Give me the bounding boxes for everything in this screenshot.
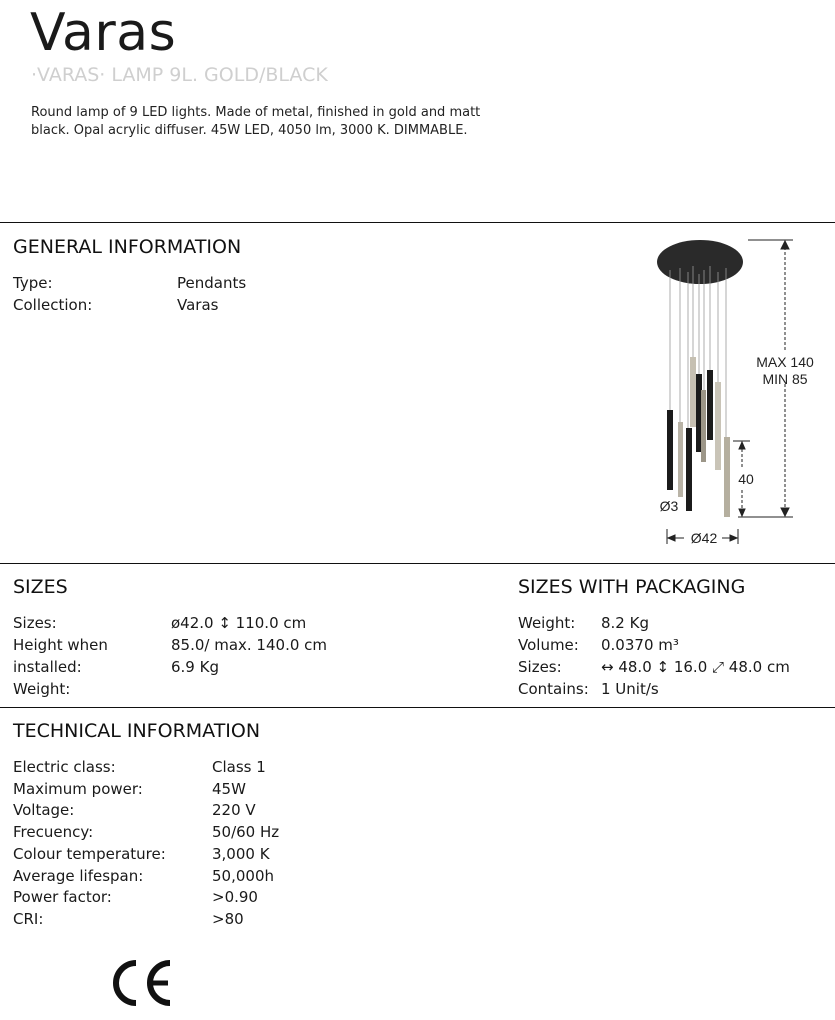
electric-class-label: Electric class: xyxy=(13,758,116,776)
height-value: 85.0/ max. 140.0 cm xyxy=(171,636,328,654)
power-factor-label: Power factor: xyxy=(13,888,112,907)
product-description: Round lamp of 9 LED lights. Made of metal, finished in gold and matt black. Opal acrylic diffuser. 45W LED, 4050 lm, 3000 K. DIMMABLE. xyxy=(31,105,481,138)
sizes-value: ø42.0 ↕ 110.0 cm xyxy=(171,614,307,632)
weight-label: Weight: xyxy=(13,680,71,698)
collection-label: Collection: xyxy=(13,296,93,314)
packaging-list xyxy=(518,613,828,701)
max-power-label: Maximum power: xyxy=(13,779,143,798)
sizes-heading: SIZES xyxy=(13,576,68,598)
packaging-weight-label: Weight: xyxy=(518,614,576,632)
cri-value: >80 xyxy=(212,909,244,928)
collection-value: Varas xyxy=(177,296,219,314)
ce-mark-logo xyxy=(108,955,178,1011)
packaging-sizes-label: Sizes: xyxy=(518,658,562,676)
product-title: Varas xyxy=(30,3,177,63)
tube-length-text: 40 xyxy=(738,471,754,487)
installed-label: installed: xyxy=(13,658,82,676)
colour-temperature-value: 3,000 K xyxy=(212,844,270,863)
lifespan-label: Average lifespan: xyxy=(13,866,144,885)
packaging-volume-label: Volume: xyxy=(518,636,579,654)
sizes-label: Sizes: xyxy=(13,614,57,632)
power-factor-value: >0.90 xyxy=(212,888,258,907)
cri-label: CRI: xyxy=(13,909,44,928)
divider xyxy=(0,563,835,564)
divider xyxy=(0,222,835,223)
type-value: Pendants xyxy=(177,274,247,292)
general-heading: GENERAL INFORMATION xyxy=(13,236,242,258)
packaging-heading: SIZES WITH PACKAGING xyxy=(518,576,746,598)
tube-diameter-text: Ø3 xyxy=(659,498,679,514)
height-label: Height when xyxy=(13,636,108,654)
technical-heading: TECHNICAL INFORMATION xyxy=(13,720,261,742)
packaging-contains-value: 1 Unit/s xyxy=(601,680,659,698)
base-diameter-text: Ø42 xyxy=(690,530,718,546)
frequency-value: 50/60 Hz xyxy=(212,823,280,842)
frequency-label: Frecuency: xyxy=(13,823,94,842)
voltage-label: Voltage: xyxy=(13,801,75,820)
product-subtitle: ·VARAS· LAMP 9L. GOLD/BLACK xyxy=(31,64,328,86)
voltage-value: 220 V xyxy=(212,801,256,820)
packaging-volume-value: 0.0370 m³ xyxy=(601,636,679,654)
weight-value: 6.9 Kg xyxy=(171,658,219,676)
type-label: Type: xyxy=(13,274,53,292)
electric-class-value: Class 1 xyxy=(212,758,266,776)
packaging-sizes-value: ↔ 48.0 ↕ 16.0 ⤢ 48.0 cm xyxy=(601,658,790,676)
colour-temperature-label: Colour temperature: xyxy=(13,844,166,863)
sizes-labels xyxy=(13,613,153,701)
lifespan-value: 50,000h xyxy=(212,866,274,885)
height-max-text: MAX 140 xyxy=(756,354,814,370)
light-tubes xyxy=(667,357,730,517)
max-power-value: 45W xyxy=(212,779,246,798)
technical-list xyxy=(13,757,413,933)
sizes-values xyxy=(171,613,471,679)
divider xyxy=(0,707,835,708)
lamp-dimension-diagram xyxy=(588,232,828,552)
general-info-list xyxy=(13,273,313,317)
packaging-weight-value: 8.2 Kg xyxy=(601,614,649,632)
height-min-text: MIN 85 xyxy=(762,371,808,387)
packaging-contains-label: Contains: xyxy=(518,680,589,698)
